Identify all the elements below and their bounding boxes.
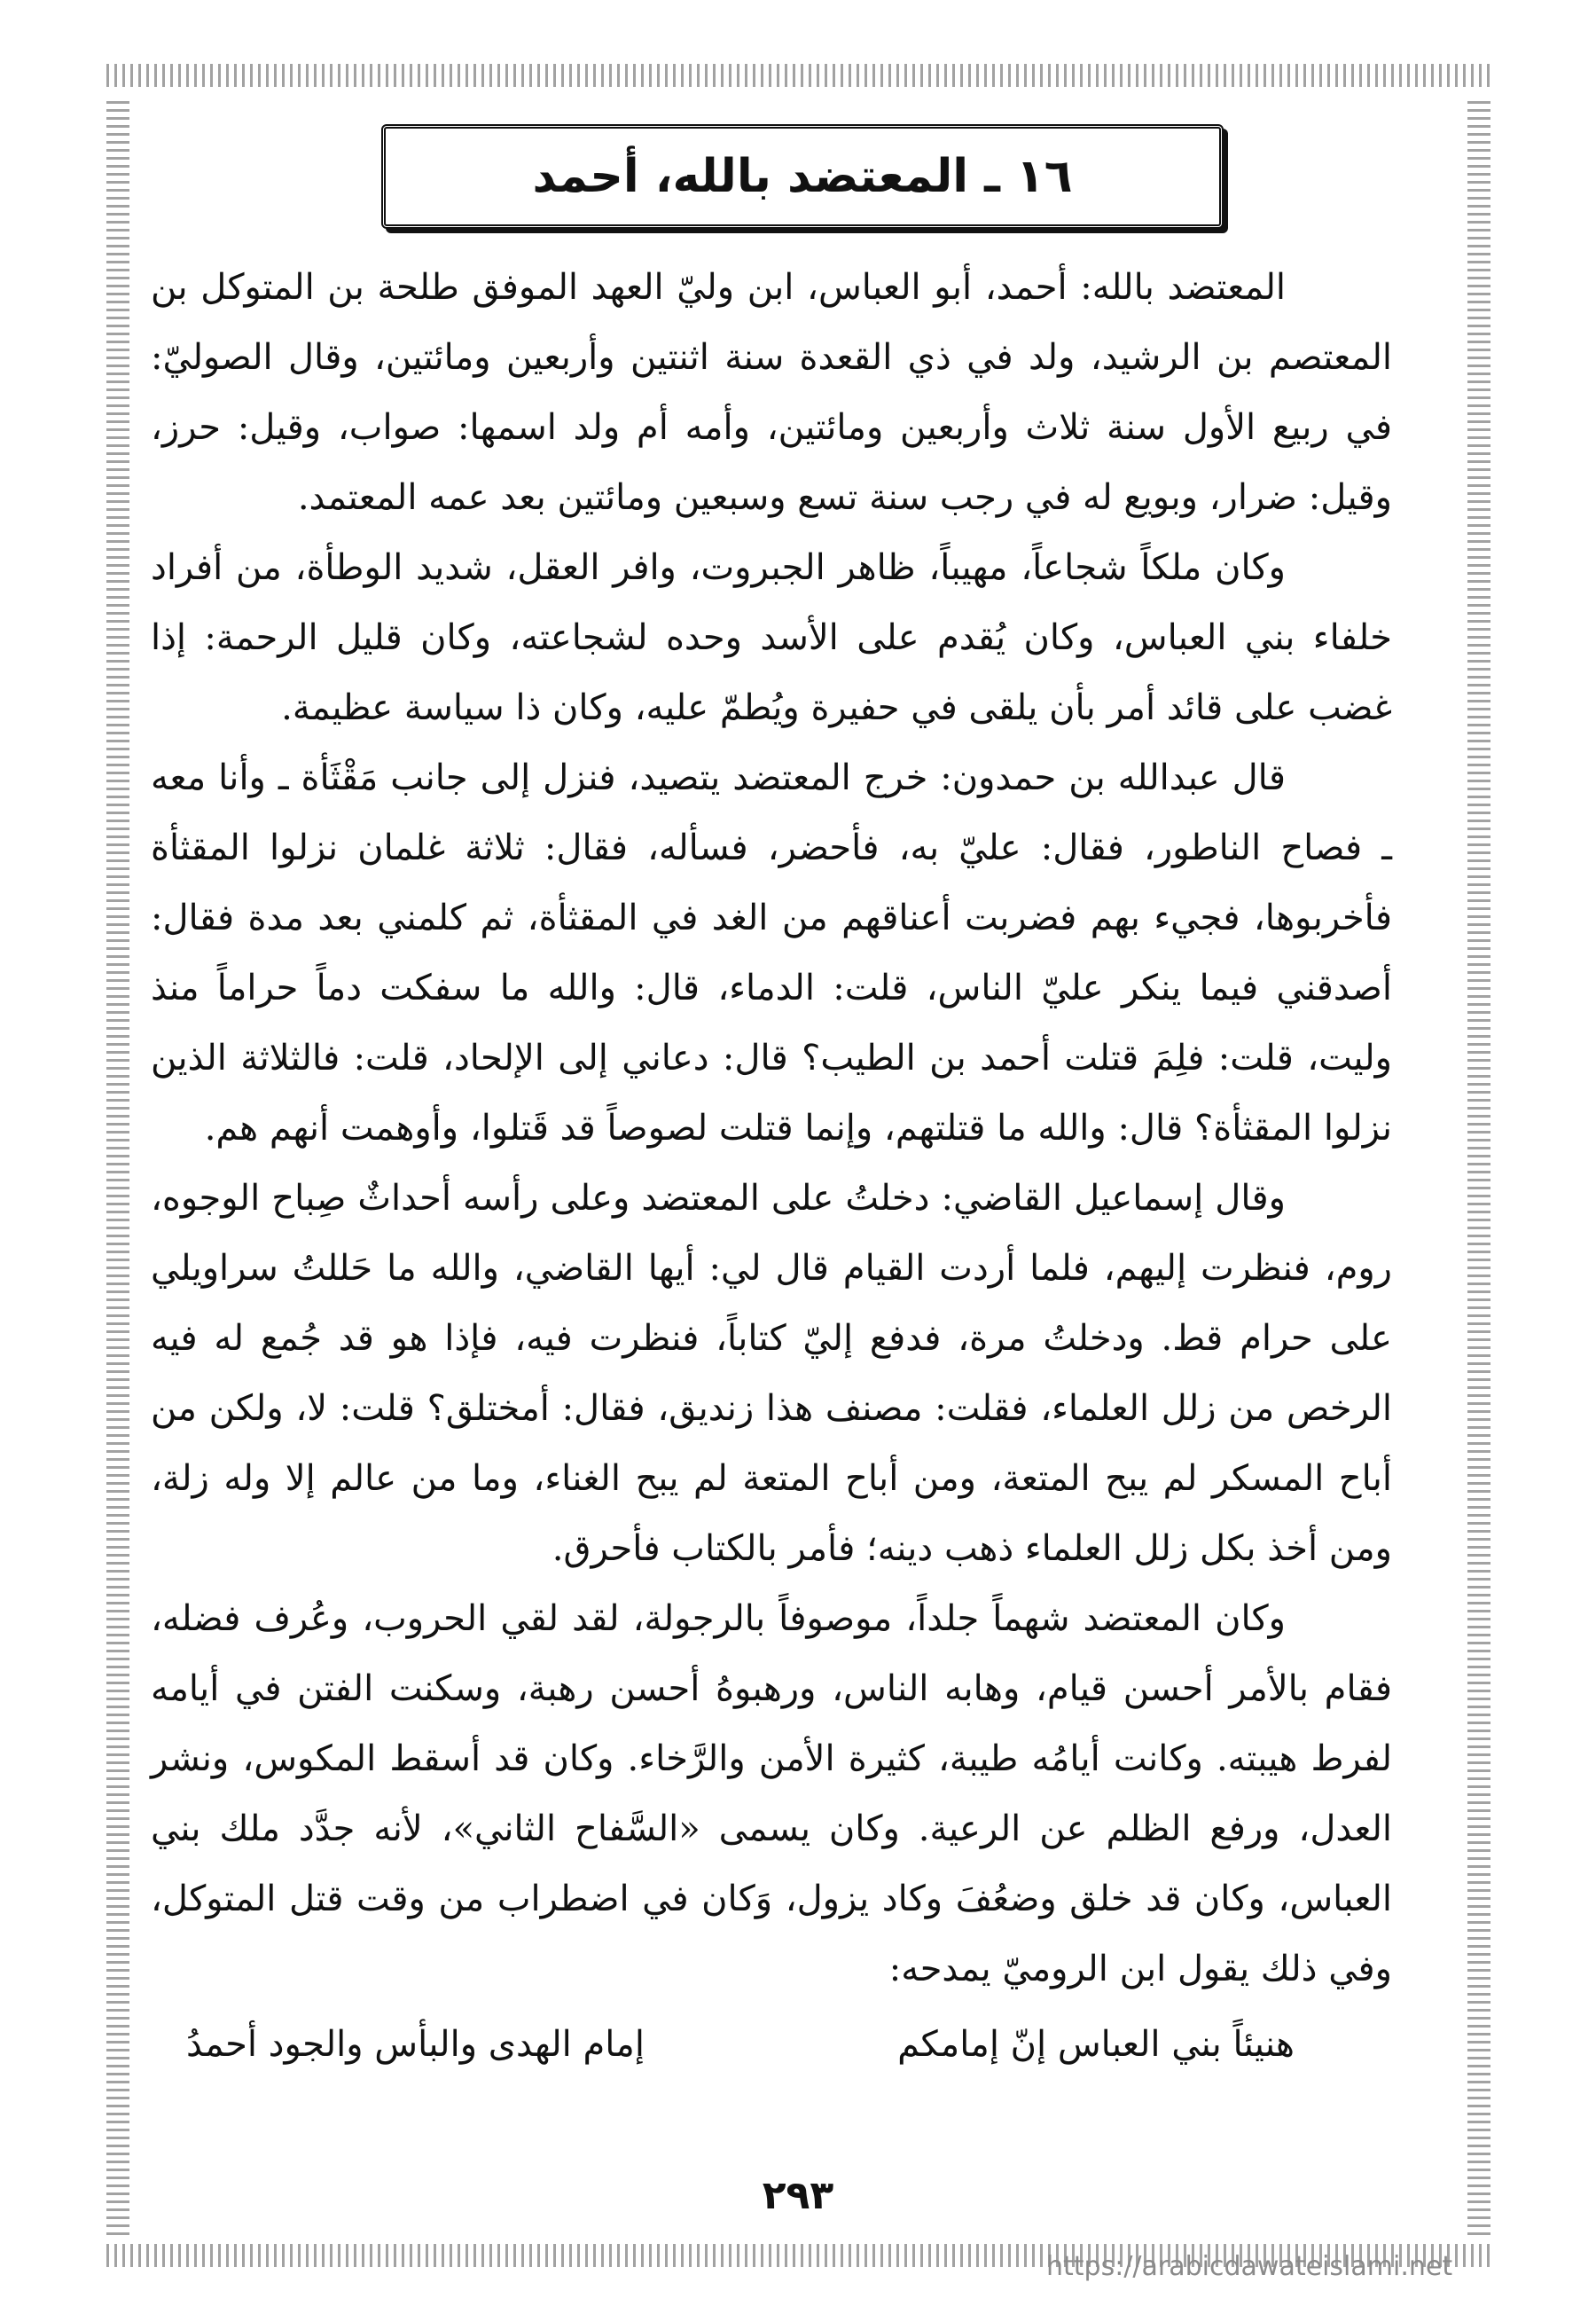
paragraph-2: وكان ملكاً شجاعاً، مهيباً، ظاهر الجبروت، وافر العقل، شديد الوطأة، من أفراد خلفاء بني العباس، وكان يُقدم على الأسد وحده لشجاعته، وكان قليل الرحمة: إذا غضب على قائد أمر بأن يلقى في حفيرة ويُطمّ عليه، وكان ذا سياسة عظيمة. [151,547,1392,728]
chapter-title: ١٦ ـ المعتضد بالله، أحمد [532,150,1073,203]
page-body [151,253,1392,2080]
page-number: ٢٩٣ [762,2173,834,2218]
paragraph-4: وقال إسماعيل القاضي: دخلتُ على المعتضد وعلى رأسه أحداثٌ صِباح الوجوه، روم، فنظرت إليهم، فلما أردت القيام قال لي: أيها القاضي، والله ما حَللتُ سراويلي على حرام قط. ودخلتُ مرة، فدفع إليّ كتاباً، فنظرت فيه، فإذا هو قد جُمع له فيه الرخص من زلل العلماء، فقلت: مصنف هذا زنديق، فقال: أمختلق؟ قلت: لا، ولكن من أباح المسكر لم يبح المتعة، ومن أباح المتعة لم يبح الغناء، وما من عالم إلا وله زلة، ومن أخذ بكل زلل العلماء ذهب دينه؛ فأمر بالكتاب فأحرق. [151,1178,1392,1569]
page-frame-left [106,98,129,2235]
page-frame-top [106,64,1490,87]
page-frame-right [1467,98,1490,2235]
paragraph-1: المعتضد بالله: أحمد، أبو العباس، ابن وليّ العهد الموفق طلحة بن المتوكل بن المعتصم بن الرشيد، ولد في ذي القعدة سنة اثنتين وأربعين ومائتين، وقال الصوليّ: في ربيع الأول سنة ثلاث وأربعين ومائتين، وأمه أم ولد اسمها: صواب، وقيل: حرز، وقيل: ضرار، وبويع له في رجب سنة تسع وسبعين ومائتين بعد عمه المعتمد. [151,267,1392,518]
paragraph-3: قال عبدالله بن حمدون: خرج المعتضد يتصيد، فنزل إلى جانب مَقْثَأة ـ وأنا معه ـ فصاح الناطور، فقال: عليّ به، فأحضر، فسأله، فقال: ثلاثة غلمان نزلوا المقثأة فأخربوها، فجيء بهم فضربت أعناقهم من الغد في المقثأة، ثم كلمني بعد مدة فقال: أصدقني فيما ينكر عليّ الناس، قلت: الدماء، قال: والله ما سفكت دماً حراماً منذ وليت، قلت: فلِمَ قتلت أحمد بن الطيب؟ قال: دعاني إلى الإلحاد، قلت: فالثلاثة الذين نزلوا المقثأة؟ قال: والله ما قتلتهم، وإنما قتلت لصوصاً قد قَتلوا، وأوهمت أنهم هم. [151,757,1392,1149]
verse-first-half: هنيئاً بني العباس إنّ إمامكم [897,2024,1295,2065]
chapter-title-box [381,124,1224,229]
paragraph-5: وكان المعتضد شهماً جلداً، موصوفاً بالرجولة، لقد لقي الحروب، وعُرف فضله، فقام بالأمر أحسن قيام، وهابه الناس، ورهبوهُ أحسن رهبة، وسكنت الفتن في أيامه لفرط هيبته. وكانت أيامُه طيبة، كثيرة الأمن والرَّخاء. وكان قد أسقط المكوس، ونشر العدل، ورفع الظلم عن الرعية. وكان يسمى «السَّفاح الثاني»، لأنه جدَّد ملك بني العباس، وكان قد خلق وضعُفَ وكاد يزول، وَكان في اضطراب من وقت قتل المتوكل، وفي ذلك يقول ابن الروميّ يمدحه: [151,1598,1392,1989]
poem-verse [151,2010,1392,2080]
watermark-url: https://arabicdawateislami.net [1046,2251,1453,2282]
verse-second-half: إمام الهدى والبأس والجود أحمدُ [186,2024,645,2065]
